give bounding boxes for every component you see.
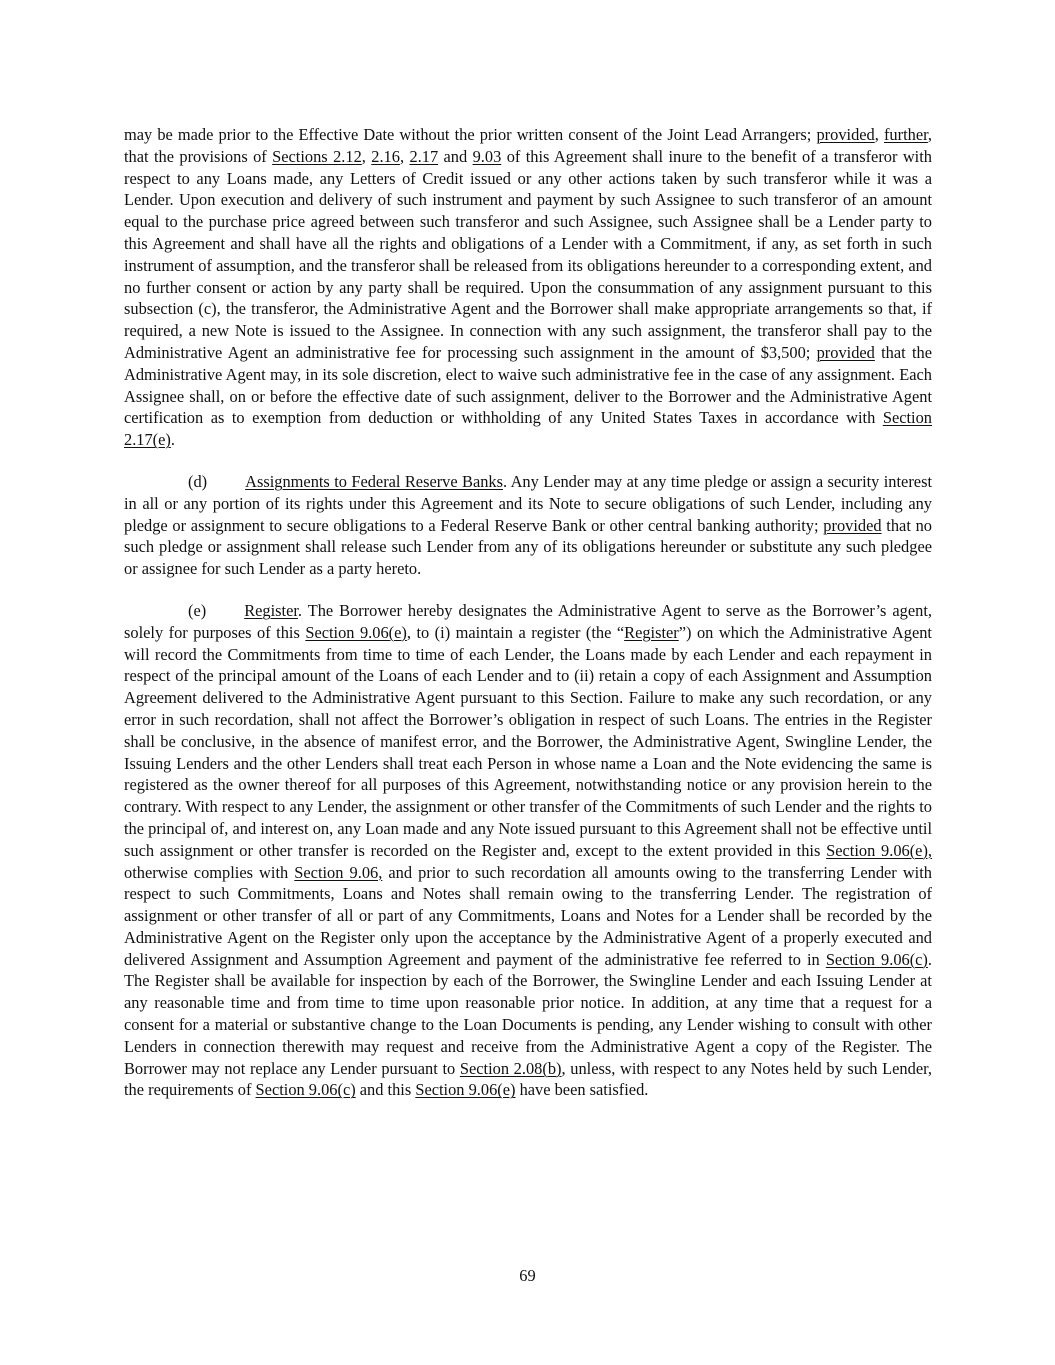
underlined-reference: provided: [816, 125, 875, 144]
underlined-reference: 2.16: [371, 146, 400, 166]
page-number: 69: [519, 1266, 536, 1285]
paragraph-d-federal-reserve: [124, 471, 932, 580]
text-run: . The Register shall be available for inspection by each of the Borrower, the Swingline Lender and each Issuing Lender at any reasonable time and from time to time upon reasonable prior notice. In addition, at any time that a request for a consent for a material or substantive change to the Loan Documents is pending, any Lender wishing to consult with other Lenders in connection therewith may request and receive from the Administrative Agent a copy of the Register. The Borrower may not replace any Lender pursuant to: [124, 949, 933, 1078]
underlined-reference: Section 9.06,: [294, 862, 383, 882]
document-page: [124, 124, 932, 1101]
subsection-label: (e): [188, 600, 207, 620]
text-run: of this Agreement shall inure to the benefit of a transferor with respect to any Loans made, any Letters of Credit issued or any other actions taken by such transferor while it was a Lender. Upon execution and delivery of such instrument and payment by such Assignee to such transferor of an amount equal to the purchase price agreed between such transferor and such Assignee, such Assignee shall be a Lender party to this Agreement and shall have all the rights and obligations of a Lender with a Commitment, if any, as set forth in such instrument of assumption, and the transferor shall be released from its obligations hereunder to a corresponding extent, and no further consent or action by any party shall be required. Upon the consummation of any assignment pursuant to this subsection (c), the transferor, the Administrative Agent and the Borrower shall make appropriate arrangements so that, if required, a new Note is issued to the Assignee. In connection with any such assignment, the transferor shall pay to the Administrative Agent an administrative fee for processing such assignment in the amount of $3,500;: [124, 146, 932, 362]
text-run: and: [438, 146, 473, 166]
text-run: may be made prior to the Effective Date without the prior written consent of the Joint Lead Arrangers;: [124, 125, 817, 144]
text-run: ,: [361, 146, 372, 166]
underlined-reference: Register: [244, 600, 298, 620]
text-run: and this: [355, 1080, 416, 1100]
text-run: . The Borrower hereby designates the Administrative Agent to serve as the Borrower’s agent, solely for purposes of this: [124, 600, 932, 642]
underlined-reference: Section 9.06(c): [255, 1080, 356, 1100]
underlined-reference: Section 9.06(c): [825, 949, 928, 969]
text-run: have been satisfied.: [515, 1080, 649, 1100]
underlined-reference: Section 2.17(e): [124, 408, 932, 450]
underlined-reference: provided: [823, 515, 882, 535]
text-run: . Any Lender may at any time pledge or assign a security interest in all or any portion of its rights under this Agreement and its Note to secure obligations of such Lender, including any pledge or assignment to secure obligations to a Federal Reserve Bank or other central banking authority;: [124, 471, 932, 535]
underlined-reference: Sections 2.12: [272, 146, 362, 166]
text-run: .: [170, 430, 175, 450]
text-run: , unless, with respect to any Notes held by such Lender, the requirements of: [124, 1058, 932, 1100]
underlined-reference: 9.03: [472, 146, 502, 166]
underlined-reference: further: [883, 125, 928, 144]
underlined-reference: Assignments to Federal Reserve Banks: [245, 471, 504, 491]
text-run: and prior to such recordation all amounts owing to the transferring Lender with respect to such Commitments, Loans and Notes shall remain owing to the transferring Lender. The registration of assignment or other transfer of all or part of any Commitments, Loans and Notes for a Lender shall be recorded by the Administrative Agent on the Register only upon the acceptance by the Administrative Agent of a properly executed and delivered Assignment and Assumption Agreement and payment of the administrative fee referred to in: [124, 862, 932, 969]
underlined-reference: 2.17: [409, 146, 439, 166]
text-run: ,: [399, 146, 410, 166]
text-run: ,: [874, 125, 884, 144]
underlined-reference: Section 9.06(e): [305, 622, 407, 642]
text-run: that the Administrative Agent may, in its sole discretion, elect to waive such administrative fee in the case of any assignment. Each Assignee shall, on or before the effective date of such assignment, deliver to the Borrower and the Administrative Agent certification as to exemption from deduction or withholding of any United States Taxes in accordance with: [124, 342, 932, 428]
underlined-reference: Section 2.08(b): [459, 1058, 562, 1078]
underlined-reference: Register: [624, 622, 679, 642]
paragraph-assignment-continuation: [124, 124, 932, 451]
paragraph-e-register: [124, 600, 932, 1101]
underlined-reference: Section 9.06(e),: [826, 840, 933, 860]
text-run: , that the provisions of: [124, 125, 933, 166]
text-run: , to (i) maintain a register (the “: [406, 622, 625, 642]
underlined-reference: provided: [816, 342, 875, 362]
text-run: that no such pledge or assignment shall release such Lender from any of its obligations hereunder or substitute any such pledgee or assignee for such Lender as a party hereto.: [124, 515, 932, 579]
subsection-label: (d): [188, 471, 208, 491]
text-run: ”) on which the Administrative Agent will record the Commitments from time to time of each Lender, the Loans made by each Lender and each repayment in respect of the principal amount of the Loans of each Lender and to (ii) retain a copy of each Assignment and Assumption Agreement delivered to the Administrative Agent pursuant to this Section. Failure to make any such recordation, or any error in such recordation, shall not affect the Borrower’s obligation in respect of such Loans. The entries in the Register shall be conclusive, in the absence of manifest error, and the Borrower, the Administrative Agent, Swingline Lender, the Issuing Lenders and the other Lenders shall treat each Person in whose name a Loan and the Note evidencing the same is registered as the owner thereof for all purposes of this Agreement, notwithstanding notice or any provision herein to the contrary. With respect to any Lender, the assignment or other transfer of the Commitments of such Lender and the rights to the principal of, and interest on, any Loan made and any Note issued pursuant to this Agreement shall not be effective until such assignment or other transfer is recorded on the Register and, except to the extent provided in this: [124, 622, 932, 860]
underlined-reference: Section 9.06(e): [415, 1080, 516, 1100]
text-run: otherwise complies with: [124, 862, 295, 882]
